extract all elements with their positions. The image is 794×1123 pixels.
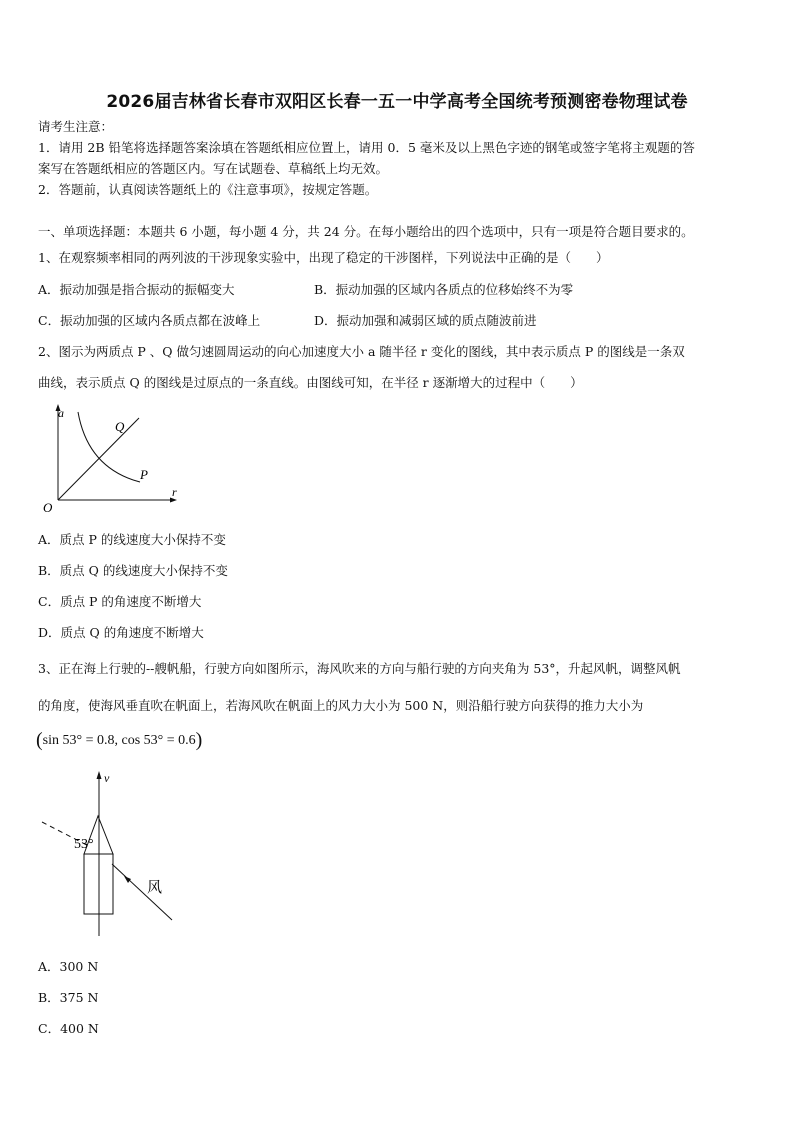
notice-item-2: 2．答题前，认真阅读答题纸上的《注意事项》，按规定答题。 (38, 182, 378, 197)
q3-wind-line (112, 864, 172, 920)
notice-heading: 请考生注意： (38, 119, 114, 134)
notice-item-1-cont: 案写在答题纸相应的答题区内。写在试题卷、草稿纸上均无效。 (38, 161, 389, 176)
notice-item-1: 1．请用 2B 铅笔将选择题答案涂填在答题纸相应位置上，请用 0．5 毫米及以上黑色字迹的钢笔或签字笔将主观题的答 (38, 140, 695, 155)
q3-option-c: C．400 N (38, 1021, 99, 1036)
q2-q-label: Q (115, 419, 125, 434)
q3-boat-figure (38, 768, 183, 940)
q3-formula-open: ( (36, 729, 43, 751)
q3-wind-label: 风 (147, 880, 163, 896)
q3-velocity-label: v (104, 771, 110, 785)
q2-option-a: A．质点 P 的线速度大小保持不变 (38, 532, 226, 547)
q1-option-b: B．振动加强的区域内各质点的位移始终不为零 (314, 282, 574, 297)
q3-formula-text: sin 53° = 0.8, cos 53° = 0.6 (42, 733, 196, 748)
q3-angle-label: 53° (74, 837, 94, 852)
q2-stem-line2: 曲线，表示质点 Q 的图线是过原点的一条直线。由图线可知，在半径 r 逐渐增大的过程中（ ） (38, 375, 583, 390)
section-heading: 一、单项选择题：本题共 6 小题，每小题 4 分，共 24 分。在每小题给出的四个选项中，只有一项是符合题目要求的。 (38, 224, 694, 239)
q3-stem-line1: 3、正在海上行驶的--艘帆船，行驶方向如图所示，海风吹来的方向与船行驶的方向夹角为 53°，升起风帆，调整风帆 (38, 661, 681, 676)
q2-option-d: D．质点 Q 的角速度不断增大 (38, 625, 204, 640)
q3-formula-close: ) (195, 729, 203, 751)
q2-option-b: B．质点 Q 的线速度大小保持不变 (38, 563, 228, 578)
q3-option-b: B．375 N (38, 990, 99, 1005)
q3-wind-arrow (124, 876, 131, 883)
q1-stem: 1、在观察频率相同的两列波的干涉现象实验中，出现了稳定的干涉图样，下列说法中正确的是（ ） (38, 250, 609, 265)
q2-line-q (58, 418, 139, 500)
q3-formula (36, 729, 202, 752)
q2-graph (40, 402, 190, 517)
q3-velocity-arrow (97, 771, 102, 779)
q2-curve-p (78, 412, 140, 482)
page-title: 2026届吉林省长春市双阳区长春一五一中学高考全国统考预测密卷物理试卷 (106, 92, 688, 112)
q2-y-label: a (58, 406, 64, 420)
q3-stem-line2: 的角度，使海风垂直吹在帆面上，若海风吹在帆面上的风力大小为 500 N，则沿船行驶方向获得的推力大小为 (38, 698, 644, 713)
q1-option-c: C．振动加强的区域内各质点都在波峰上 (38, 313, 261, 328)
q1-option-d: D．振动加强和减弱区域的质点随波前进 (314, 313, 537, 328)
q2-p-label: P (140, 467, 148, 482)
q3-option-a: A．300 N (38, 959, 99, 974)
q2-x-label: r (172, 485, 177, 499)
q1-option-a: A．振动加强是指合振动的振幅变大 (38, 282, 235, 297)
q2-option-c: C．质点 P 的角速度不断增大 (38, 594, 202, 609)
q2-origin-label: O (43, 500, 53, 515)
q2-stem-line1: 2、图示为两质点 P 、Q 做匀速圆周运动的向心加速度大小 a 随半径 r 变化的图线，其中表示质点 P 的图线是一条双 (38, 344, 685, 359)
